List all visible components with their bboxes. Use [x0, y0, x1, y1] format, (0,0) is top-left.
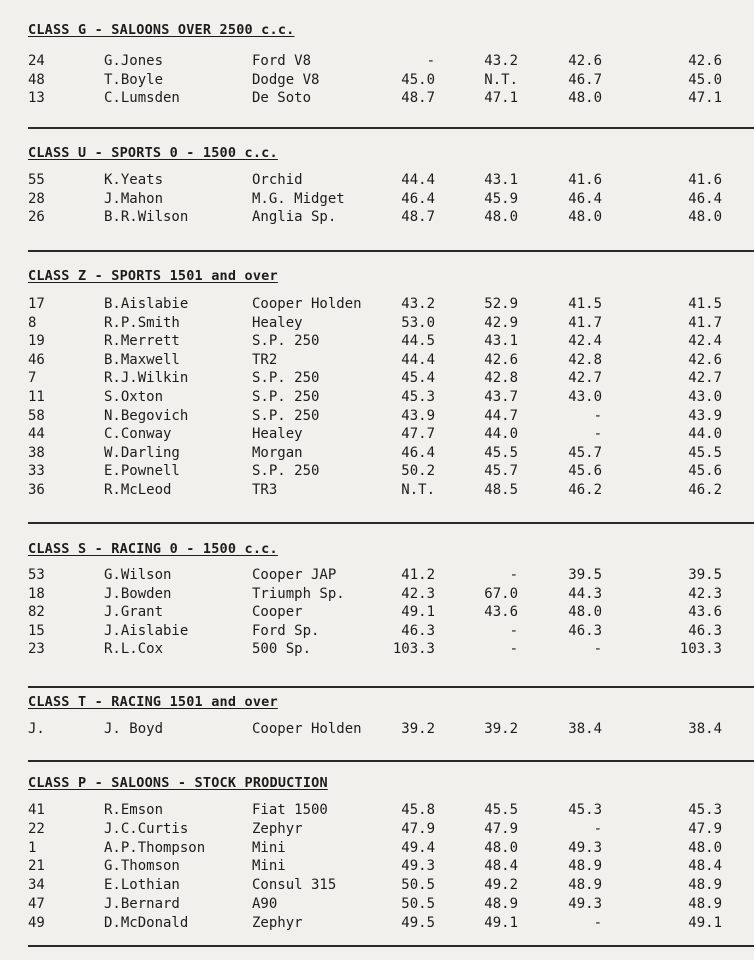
- car-number: 34: [28, 877, 45, 894]
- car-number: 22: [28, 820, 45, 837]
- time-run-2: 43.7: [484, 389, 518, 405]
- time-run-1: 48.7: [401, 90, 435, 106]
- result-row: [0, 721, 754, 739]
- best-time: 48.0: [688, 839, 722, 856]
- best-time: 103.3: [679, 641, 722, 658]
- time-run-3: 49.3: [568, 896, 602, 912]
- driver-name: G.Wilson: [104, 567, 172, 583]
- result-row: [0, 296, 754, 314]
- time-run-2: 48.5: [484, 482, 518, 498]
- car-model: Cooper: [252, 604, 303, 621]
- time-run-2: 43.1: [484, 172, 518, 188]
- class-heading: CLASS T - RACING 1501 and over: [28, 694, 278, 710]
- car-model: Cooper Holden: [252, 721, 362, 737]
- car-model: De Soto: [252, 90, 312, 106]
- best-time: 42.3: [688, 585, 722, 602]
- car-model: Consul 315: [252, 877, 337, 894]
- driver-name: R.Emson: [104, 802, 164, 818]
- time-run-2: -: [509, 622, 518, 639]
- time-run-1: 44.4: [401, 172, 435, 188]
- car-number: J.: [28, 721, 45, 737]
- driver-name: G.Jones: [104, 53, 164, 69]
- car-number: 23: [28, 641, 45, 658]
- time-run-1: 49.5: [401, 914, 435, 931]
- time-run-2: 49.2: [484, 877, 518, 894]
- driver-name: J.Mahon: [104, 190, 164, 207]
- time-run-1: 41.2: [401, 567, 435, 583]
- result-row: [0, 567, 754, 585]
- result-row: [0, 389, 754, 407]
- time-run-2: 44.7: [484, 407, 518, 424]
- car-model: Fiat 1500: [252, 802, 328, 818]
- time-run-1: -: [426, 53, 435, 69]
- time-run-2: 42.8: [484, 370, 518, 387]
- time-run-2: 43.6: [484, 604, 518, 621]
- car-model: Triumph Sp.: [252, 585, 345, 602]
- best-time: 48.4: [688, 858, 722, 875]
- best-time: 48.9: [688, 896, 722, 912]
- car-model: Zephyr: [252, 820, 303, 837]
- result-row: [0, 315, 754, 333]
- car-number: 28: [28, 190, 45, 207]
- car-model: Mini: [252, 858, 286, 875]
- car-model: Anglia Sp.: [252, 209, 337, 225]
- car-model: 500 Sp.: [252, 641, 312, 658]
- time-run-2: 52.9: [484, 296, 518, 312]
- best-time: 42.4: [688, 333, 722, 350]
- best-time: 46.4: [688, 190, 722, 207]
- driver-name: T.Boyle: [104, 71, 164, 88]
- time-run-3: 42.8: [568, 351, 602, 368]
- time-run-3: 41.6: [568, 172, 602, 188]
- car-number: 21: [28, 858, 45, 875]
- best-time: 48.9: [688, 877, 722, 894]
- time-run-2: 49.1: [484, 914, 518, 931]
- time-run-1: 39.2: [401, 721, 435, 737]
- car-number: 15: [28, 622, 45, 639]
- result-row: [0, 191, 754, 209]
- class-heading: CLASS G - SALOONS OVER 2500 c.c.: [28, 22, 295, 38]
- car-number: 11: [28, 389, 45, 405]
- time-run-1: 46.3: [401, 622, 435, 639]
- time-run-3: 45.6: [568, 463, 602, 480]
- class-heading: CLASS U - SPORTS 0 - 1500 c.c.: [28, 145, 278, 161]
- best-time: 45.6: [688, 463, 722, 480]
- time-run-2: 42.6: [484, 351, 518, 368]
- driver-name: C.Lumsden: [104, 90, 180, 106]
- time-run-2: 43.1: [484, 333, 518, 350]
- time-run-3: -: [593, 426, 602, 443]
- best-time: 42.6: [688, 351, 722, 368]
- time-run-1: 49.3: [401, 858, 435, 875]
- result-row: [0, 53, 754, 71]
- time-run-3: 44.3: [568, 585, 602, 602]
- car-model: Ford V8: [252, 53, 312, 69]
- time-run-1: 43.9: [401, 407, 435, 424]
- car-model: S.P. 250: [252, 463, 320, 480]
- section-divider: [28, 250, 754, 252]
- time-run-1: 103.3: [392, 641, 435, 658]
- time-run-1: 46.4: [401, 190, 435, 207]
- result-row: [0, 90, 754, 108]
- best-time: 46.2: [688, 482, 722, 498]
- result-row: [0, 840, 754, 858]
- driver-name: J.Bowden: [104, 585, 172, 602]
- time-run-3: 48.9: [568, 858, 602, 875]
- car-model: Zephyr: [252, 914, 303, 931]
- time-run-2: 45.5: [484, 444, 518, 461]
- time-run-2: 48.9: [484, 896, 518, 912]
- result-row: [0, 896, 754, 914]
- driver-name: J.C.Curtis: [104, 820, 189, 837]
- car-number: 46: [28, 351, 45, 368]
- time-run-3: 46.3: [568, 622, 602, 639]
- driver-name: E.Pownell: [104, 463, 180, 480]
- time-run-3: -: [593, 914, 602, 931]
- driver-name: K.Yeats: [104, 172, 164, 188]
- time-run-2: N.T.: [484, 71, 518, 88]
- time-run-3: 41.7: [568, 314, 602, 331]
- time-run-3: 49.3: [568, 839, 602, 856]
- car-number: 49: [28, 914, 45, 931]
- driver-name: R.L.Cox: [104, 641, 164, 658]
- result-row: [0, 641, 754, 659]
- result-row: [0, 821, 754, 839]
- section-divider: [28, 522, 754, 524]
- driver-name: J. Boyd: [104, 721, 164, 737]
- best-time: 38.4: [688, 721, 722, 737]
- best-time: 41.7: [688, 314, 722, 331]
- class-heading: CLASS Z - SPORTS 1501 and over: [28, 268, 278, 284]
- car-model: Healey: [252, 314, 303, 331]
- time-run-3: 46.4: [568, 190, 602, 207]
- car-number: 8: [28, 314, 37, 331]
- best-time: 45.0: [688, 71, 722, 88]
- car-model: Morgan: [252, 444, 303, 461]
- best-time: 43.9: [688, 407, 722, 424]
- car-number: 47: [28, 896, 45, 912]
- best-time: 48.0: [688, 209, 722, 225]
- driver-name: B.Maxwell: [104, 351, 180, 368]
- best-time: 47.9: [688, 820, 722, 837]
- result-row: [0, 72, 754, 90]
- result-row: [0, 408, 754, 426]
- driver-name: W.Darling: [104, 444, 180, 461]
- time-run-1: 44.4: [401, 351, 435, 368]
- time-run-1: 42.3: [401, 585, 435, 602]
- time-run-2: 44.0: [484, 426, 518, 443]
- time-run-1: 49.1: [401, 604, 435, 621]
- driver-name: R.P.Smith: [104, 314, 180, 331]
- car-model: S.P. 250: [252, 333, 320, 350]
- car-number: 19: [28, 333, 45, 350]
- time-run-1: 50.5: [401, 877, 435, 894]
- result-row: [0, 370, 754, 388]
- car-model: Cooper Holden: [252, 296, 362, 312]
- result-row: [0, 445, 754, 463]
- time-run-2: 47.9: [484, 820, 518, 837]
- best-time: 44.0: [688, 426, 722, 443]
- time-run-1: 46.4: [401, 444, 435, 461]
- time-run-3: 42.7: [568, 370, 602, 387]
- time-run-3: 39.5: [568, 567, 602, 583]
- time-run-1: 50.2: [401, 463, 435, 480]
- section-divider: [28, 760, 754, 762]
- time-run-3: 42.6: [568, 53, 602, 69]
- time-run-1: N.T.: [401, 482, 435, 498]
- time-run-3: -: [593, 820, 602, 837]
- driver-name: N.Begovich: [104, 407, 189, 424]
- time-run-1: 45.0: [401, 71, 435, 88]
- time-run-2: 45.5: [484, 802, 518, 818]
- car-model: Healey: [252, 426, 303, 443]
- best-time: 42.7: [688, 370, 722, 387]
- time-run-3: 46.7: [568, 71, 602, 88]
- car-number: 1: [28, 839, 37, 856]
- best-time: 47.1: [688, 90, 722, 106]
- time-run-3: -: [593, 407, 602, 424]
- driver-name: E.Lothian: [104, 877, 180, 894]
- car-number: 26: [28, 209, 45, 225]
- car-number: 33: [28, 463, 45, 480]
- driver-name: J.Bernard: [104, 896, 180, 912]
- car-model: Ford Sp.: [252, 622, 320, 639]
- time-run-2: 48.0: [484, 839, 518, 856]
- car-number: 18: [28, 585, 45, 602]
- best-time: 43.0: [688, 389, 722, 405]
- time-run-1: 44.5: [401, 333, 435, 350]
- time-run-3: 42.4: [568, 333, 602, 350]
- time-run-3: 41.5: [568, 296, 602, 312]
- driver-name: B.Aislabie: [104, 296, 189, 312]
- time-run-2: 48.4: [484, 858, 518, 875]
- result-row: [0, 623, 754, 641]
- car-number: 38: [28, 444, 45, 461]
- time-run-2: 48.0: [484, 209, 518, 225]
- time-run-3: 46.2: [568, 482, 602, 498]
- best-time: 42.6: [688, 53, 722, 69]
- best-time: 41.5: [688, 296, 722, 312]
- time-run-3: 45.3: [568, 802, 602, 818]
- time-run-1: 47.9: [401, 820, 435, 837]
- time-run-2: 67.0: [484, 585, 518, 602]
- driver-name: J.Aislabie: [104, 622, 189, 639]
- best-time: 46.3: [688, 622, 722, 639]
- car-number: 41: [28, 802, 45, 818]
- time-run-2: 43.2: [484, 53, 518, 69]
- car-model: S.P. 250: [252, 370, 320, 387]
- driver-name: R.J.Wilkin: [104, 370, 189, 387]
- car-model: TR3: [252, 482, 278, 498]
- car-number: 7: [28, 370, 37, 387]
- time-run-3: 48.0: [568, 604, 602, 621]
- car-model: Cooper JAP: [252, 567, 337, 583]
- result-row: [0, 877, 754, 895]
- car-number: 17: [28, 296, 45, 312]
- best-time: 49.1: [688, 914, 722, 931]
- driver-name: A.P.Thompson: [104, 839, 206, 856]
- time-run-2: 39.2: [484, 721, 518, 737]
- time-run-1: 43.2: [401, 296, 435, 312]
- result-row: [0, 352, 754, 370]
- result-row: [0, 482, 754, 500]
- car-model: S.P. 250: [252, 407, 320, 424]
- car-model: Mini: [252, 839, 286, 856]
- driver-name: D.McDonald: [104, 914, 189, 931]
- driver-name: R.McLeod: [104, 482, 172, 498]
- car-model: Orchid: [252, 172, 303, 188]
- result-row: [0, 333, 754, 351]
- time-run-1: 45.8: [401, 802, 435, 818]
- time-run-3: 38.4: [568, 721, 602, 737]
- time-run-1: 45.4: [401, 370, 435, 387]
- section-divider: [28, 686, 754, 688]
- time-run-2: 45.7: [484, 463, 518, 480]
- car-number: 36: [28, 482, 45, 498]
- result-row: [0, 209, 754, 227]
- time-run-3: -: [593, 641, 602, 658]
- result-row: [0, 426, 754, 444]
- time-run-1: 53.0: [401, 314, 435, 331]
- driver-name: G.Thomson: [104, 858, 180, 875]
- class-heading: CLASS S - RACING 0 - 1500 c.c.: [28, 541, 278, 557]
- section-divider: [28, 127, 754, 129]
- time-run-3: 43.0: [568, 389, 602, 405]
- car-number: 44: [28, 426, 45, 443]
- result-row: [0, 915, 754, 933]
- driver-name: C.Conway: [104, 426, 172, 443]
- class-heading: CLASS P - SALOONS - STOCK PRODUCTION: [28, 775, 328, 791]
- time-run-1: 49.4: [401, 839, 435, 856]
- time-run-1: 48.7: [401, 209, 435, 225]
- car-number: 58: [28, 407, 45, 424]
- section-divider: [28, 945, 754, 947]
- car-number: 53: [28, 567, 45, 583]
- car-model: M.G. Midget: [252, 190, 345, 207]
- best-time: 43.6: [688, 604, 722, 621]
- time-run-1: 47.7: [401, 426, 435, 443]
- result-row: [0, 802, 754, 820]
- time-run-2: 42.9: [484, 314, 518, 331]
- time-run-3: 48.9: [568, 877, 602, 894]
- time-run-1: 50.5: [401, 896, 435, 912]
- car-number: 82: [28, 604, 45, 621]
- car-number: 13: [28, 90, 45, 106]
- best-time: 41.6: [688, 172, 722, 188]
- car-model: Dodge V8: [252, 71, 320, 88]
- time-run-2: -: [509, 567, 518, 583]
- result-row: [0, 172, 754, 190]
- car-number: 55: [28, 172, 45, 188]
- driver-name: R.Merrett: [104, 333, 180, 350]
- car-model: A90: [252, 896, 278, 912]
- car-model: TR2: [252, 351, 278, 368]
- result-row: [0, 604, 754, 622]
- time-run-3: 48.0: [568, 209, 602, 225]
- time-run-3: 45.7: [568, 444, 602, 461]
- time-run-1: 45.3: [401, 389, 435, 405]
- car-model: S.P. 250: [252, 389, 320, 405]
- time-run-2: 47.1: [484, 90, 518, 106]
- car-number: 24: [28, 53, 45, 69]
- car-number: 48: [28, 71, 45, 88]
- driver-name: B.R.Wilson: [104, 209, 189, 225]
- result-row: [0, 463, 754, 481]
- best-time: 45.5: [688, 444, 722, 461]
- result-row: [0, 858, 754, 876]
- best-time: 39.5: [688, 567, 722, 583]
- result-row: [0, 586, 754, 604]
- driver-name: J.Grant: [104, 604, 164, 621]
- best-time: 45.3: [688, 802, 722, 818]
- time-run-2: -: [509, 641, 518, 658]
- time-run-2: 45.9: [484, 190, 518, 207]
- driver-name: S.Oxton: [104, 389, 164, 405]
- time-run-3: 48.0: [568, 90, 602, 106]
